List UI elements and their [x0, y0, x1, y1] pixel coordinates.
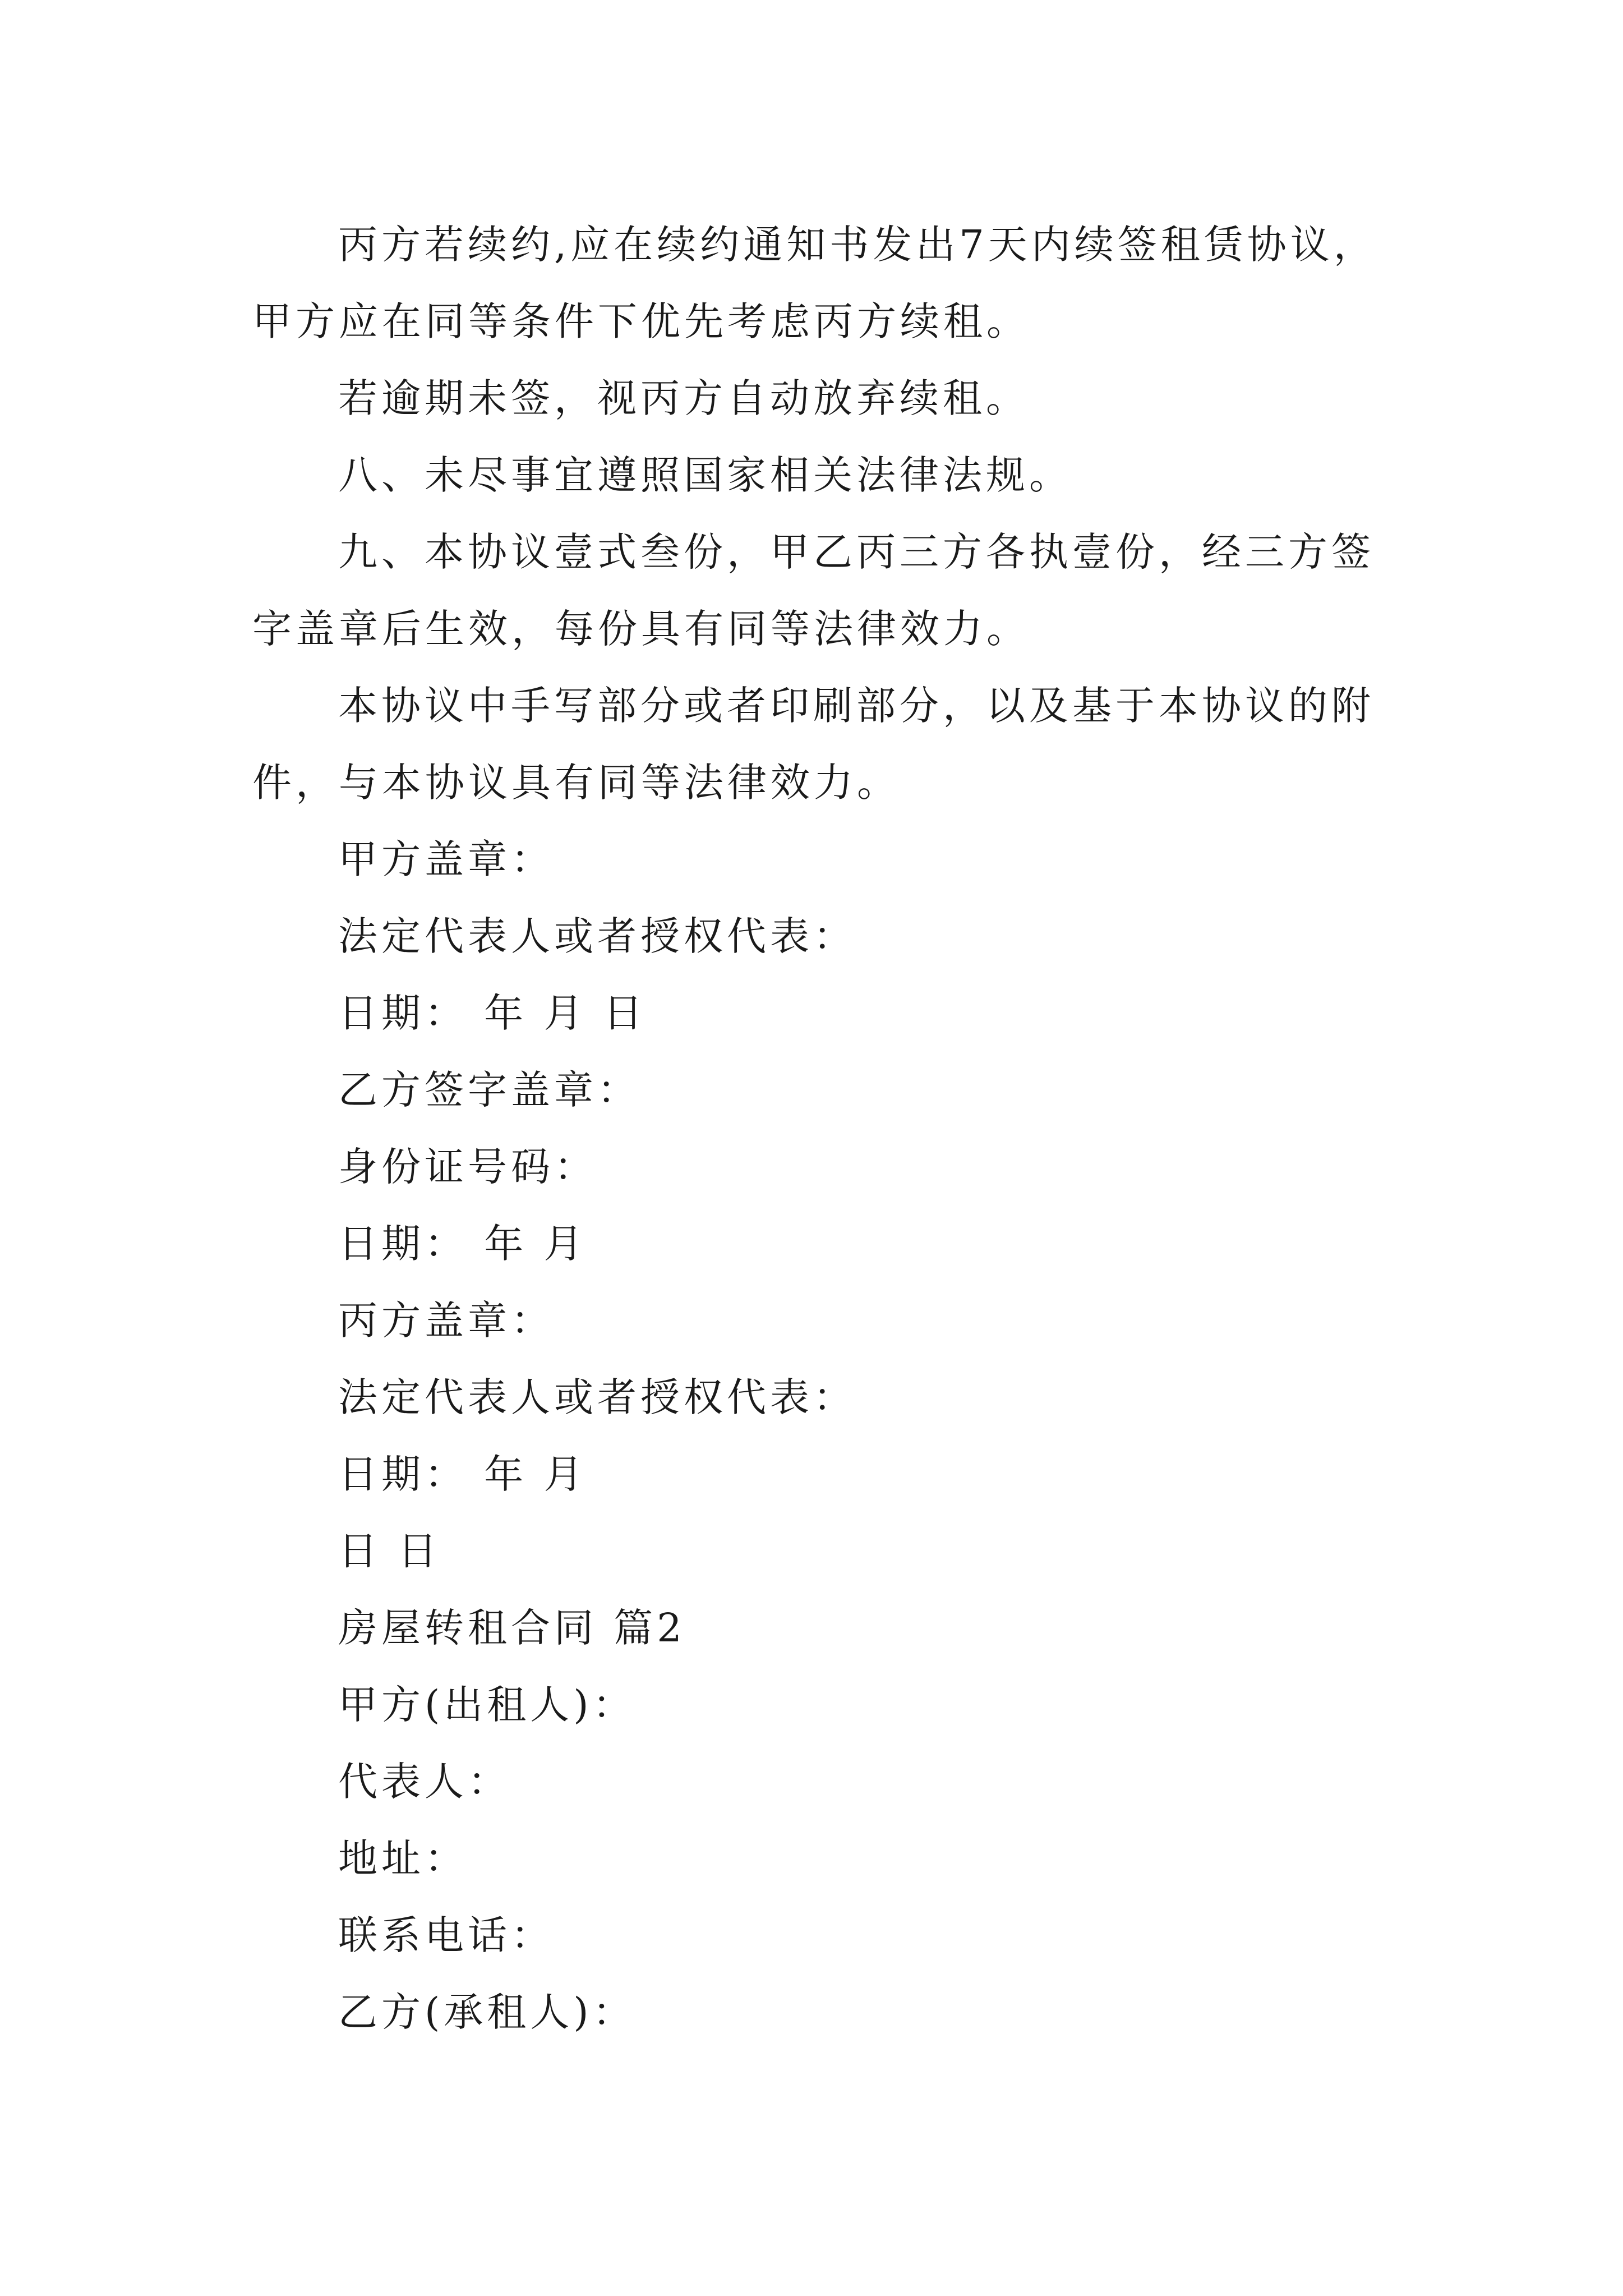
party-a-date-label: 日期： 年 月 日 [338, 990, 647, 1036]
party-c-date-label: 日期： 年 月 [338, 1451, 587, 1497]
lessor-label: 甲方(出租人)： [338, 1682, 636, 1728]
renewal-clause-line-2: 甲方应在同等条件下优先考虑丙方续租。 [252, 298, 1030, 344]
handwritten-clause-line-1: 本协议中手写部分或者印刷部分，以及基于本协议的附 [338, 683, 1375, 729]
lessor-representative-label: 代表人： [338, 1759, 511, 1805]
party-c-representative-label: 法定代表人或者授权代表： [338, 1374, 856, 1420]
renewal-overdue-line: 若逾期未签，视丙方自动放弃续租。 [338, 375, 1029, 421]
party-c-date-day-label: 日 日 [338, 1528, 441, 1574]
contract-2-heading: 房屋转租合同 篇2 [338, 1605, 686, 1651]
party-c-seal-label: 丙方盖章： [338, 1297, 554, 1343]
party-a-representative-label: 法定代表人或者授权代表： [338, 913, 856, 959]
renewal-clause-line-1: 丙方若续约,应在续约通知书发出7天内续签租赁协议， [338, 222, 1377, 268]
party-b-date-label: 日期： 年 月 [338, 1221, 587, 1267]
clause-9-line-1: 九、本协议壹式叁份，甲乙丙三方各执壹份，经三方签 [338, 529, 1375, 575]
lessor-phone-label: 联系电话： [338, 1912, 554, 1958]
party-b-id-number-label: 身份证号码： [338, 1144, 597, 1190]
lessee-label: 乙方(承租人)： [338, 1989, 636, 2035]
handwritten-clause-line-2: 件，与本协议具有同等法律效力。 [252, 760, 900, 806]
clause-9-line-2: 字盖章后生效，每份具有同等法律效力。 [252, 606, 1030, 652]
lessor-address-label: 地址： [338, 1835, 468, 1881]
party-a-seal-label: 甲方盖章： [338, 836, 554, 882]
clause-8-line: 八、未尽事宜遵照国家相关法律法规。 [338, 452, 1072, 498]
party-b-signature-label: 乙方签字盖章： [338, 1067, 640, 1113]
